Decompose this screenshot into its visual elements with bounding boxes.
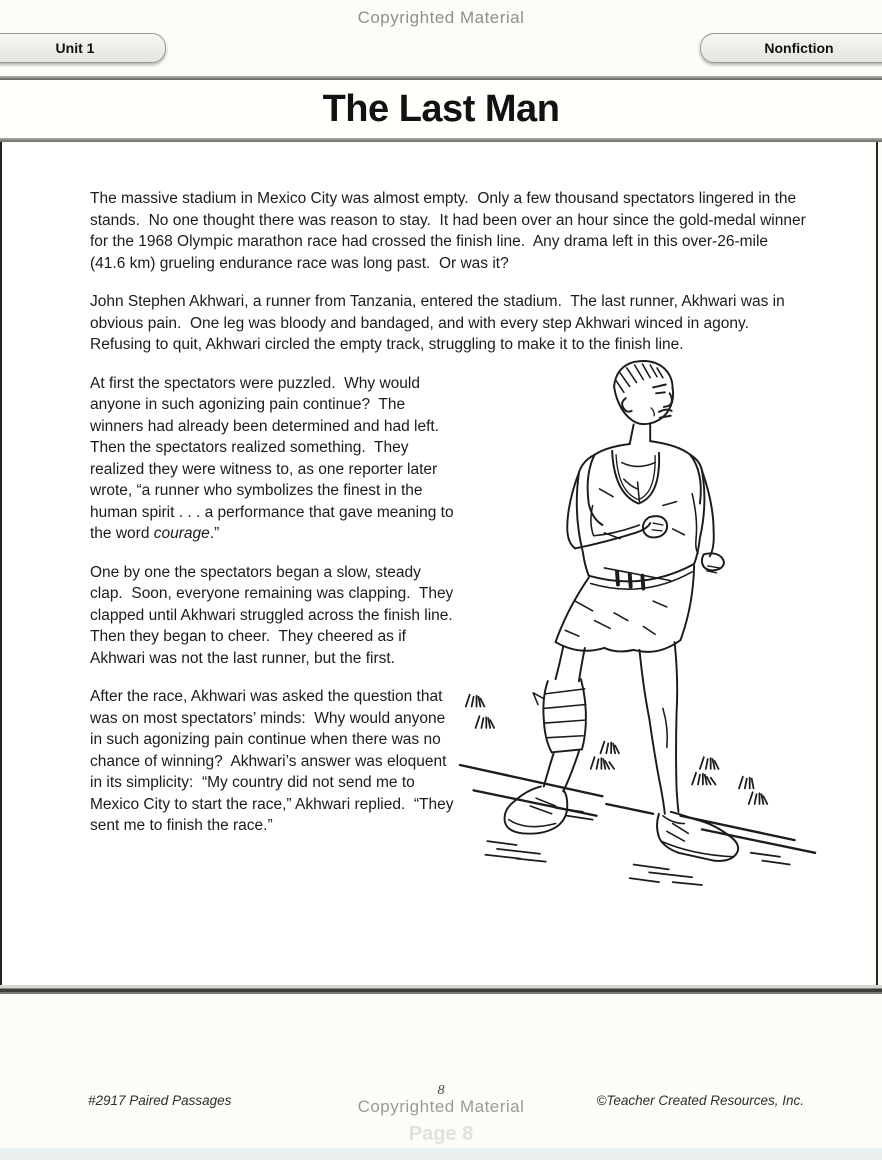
paragraph-3 <box>90 373 458 545</box>
paragraph-2: John Stephen Akhwari, a runner from Tanzania, entered the stadium. The last runner, Akhwari was in obvious pain. One leg was bloody and bandaged, and with every step Akhwari winced in agony. Refusing to quit, Akhwari circled the empty track, struggling to make it to the finish line. <box>90 293 790 353</box>
paragraph-4: One by one the spectators began a slow, steady clap. Soon, everyone remaining was clapping. They clapped until Akhwari struggled across the finish line. Then they began to cheer. They cheered as if Akhwari was not the last runner, but the first. <box>90 563 462 667</box>
page-number: 8 <box>437 1083 445 1098</box>
category-tab-label: Nonfiction <box>764 40 834 56</box>
publisher: ©Teacher Created Resources, Inc. <box>596 1093 804 1108</box>
text-and-illustration-row <box>90 373 856 938</box>
page-label: Page 8 <box>408 1123 474 1145</box>
copyright-watermark-bottom: Copyrighted Material <box>357 1097 525 1116</box>
bottom-strip <box>0 1148 882 1160</box>
paragraph-3-italic-word: courage <box>153 525 210 542</box>
unit-tab-label: Unit 1 <box>55 40 95 56</box>
paragraph-3-closing: .” <box>209 525 220 542</box>
copyright-watermark-top: Copyrighted Material <box>357 8 525 27</box>
left-text-column <box>90 373 462 854</box>
unit-tab <box>0 33 166 63</box>
page-title: The Last Man <box>322 88 560 130</box>
title-band <box>0 80 882 138</box>
paragraph-3-text: At first the spectators were puzzled. Why would anyone in such agonizing pain continue? The winners had already been determined and had left. Then the spectators realized something. They realized they were witness to, as one reporter later wrote, “a runner who symbolizes the finest in the human spirit . . . a performance that gave meaning to the word <box>90 374 458 542</box>
grass-tufts <box>466 694 767 803</box>
runner-line-drawing-svg <box>458 357 858 933</box>
paragraph-5: After the race, Akhwari was asked the question that was on most spectators’ minds: Why would anyone in such agonizing pain continue when there was no chance of winning? Akhwari’s answer was eloquent in its simplicity: “My country did not send me to Mexico City to start the race,” Akhwari replied. “They sent me to finish the race.” <box>90 688 458 834</box>
passage-content <box>0 142 878 985</box>
runner-illustration <box>458 357 858 938</box>
footer-divider-bar <box>0 985 882 994</box>
paragraph-1: The massive stadium in Mexico City was almost empty. Only a few thousand spectators lingered in the stands. No one thought there was reason to stay. It had been over an hour since the gold-medal winner for the 1968 Olympic marathon race had crossed the finish line. Any drama left in this over-26-mile (41.6 km) grueling endurance race was long past. Or was it? <box>90 190 811 272</box>
category-tab <box>700 33 882 63</box>
book-id: #2917 Paired Passages <box>88 1093 232 1108</box>
